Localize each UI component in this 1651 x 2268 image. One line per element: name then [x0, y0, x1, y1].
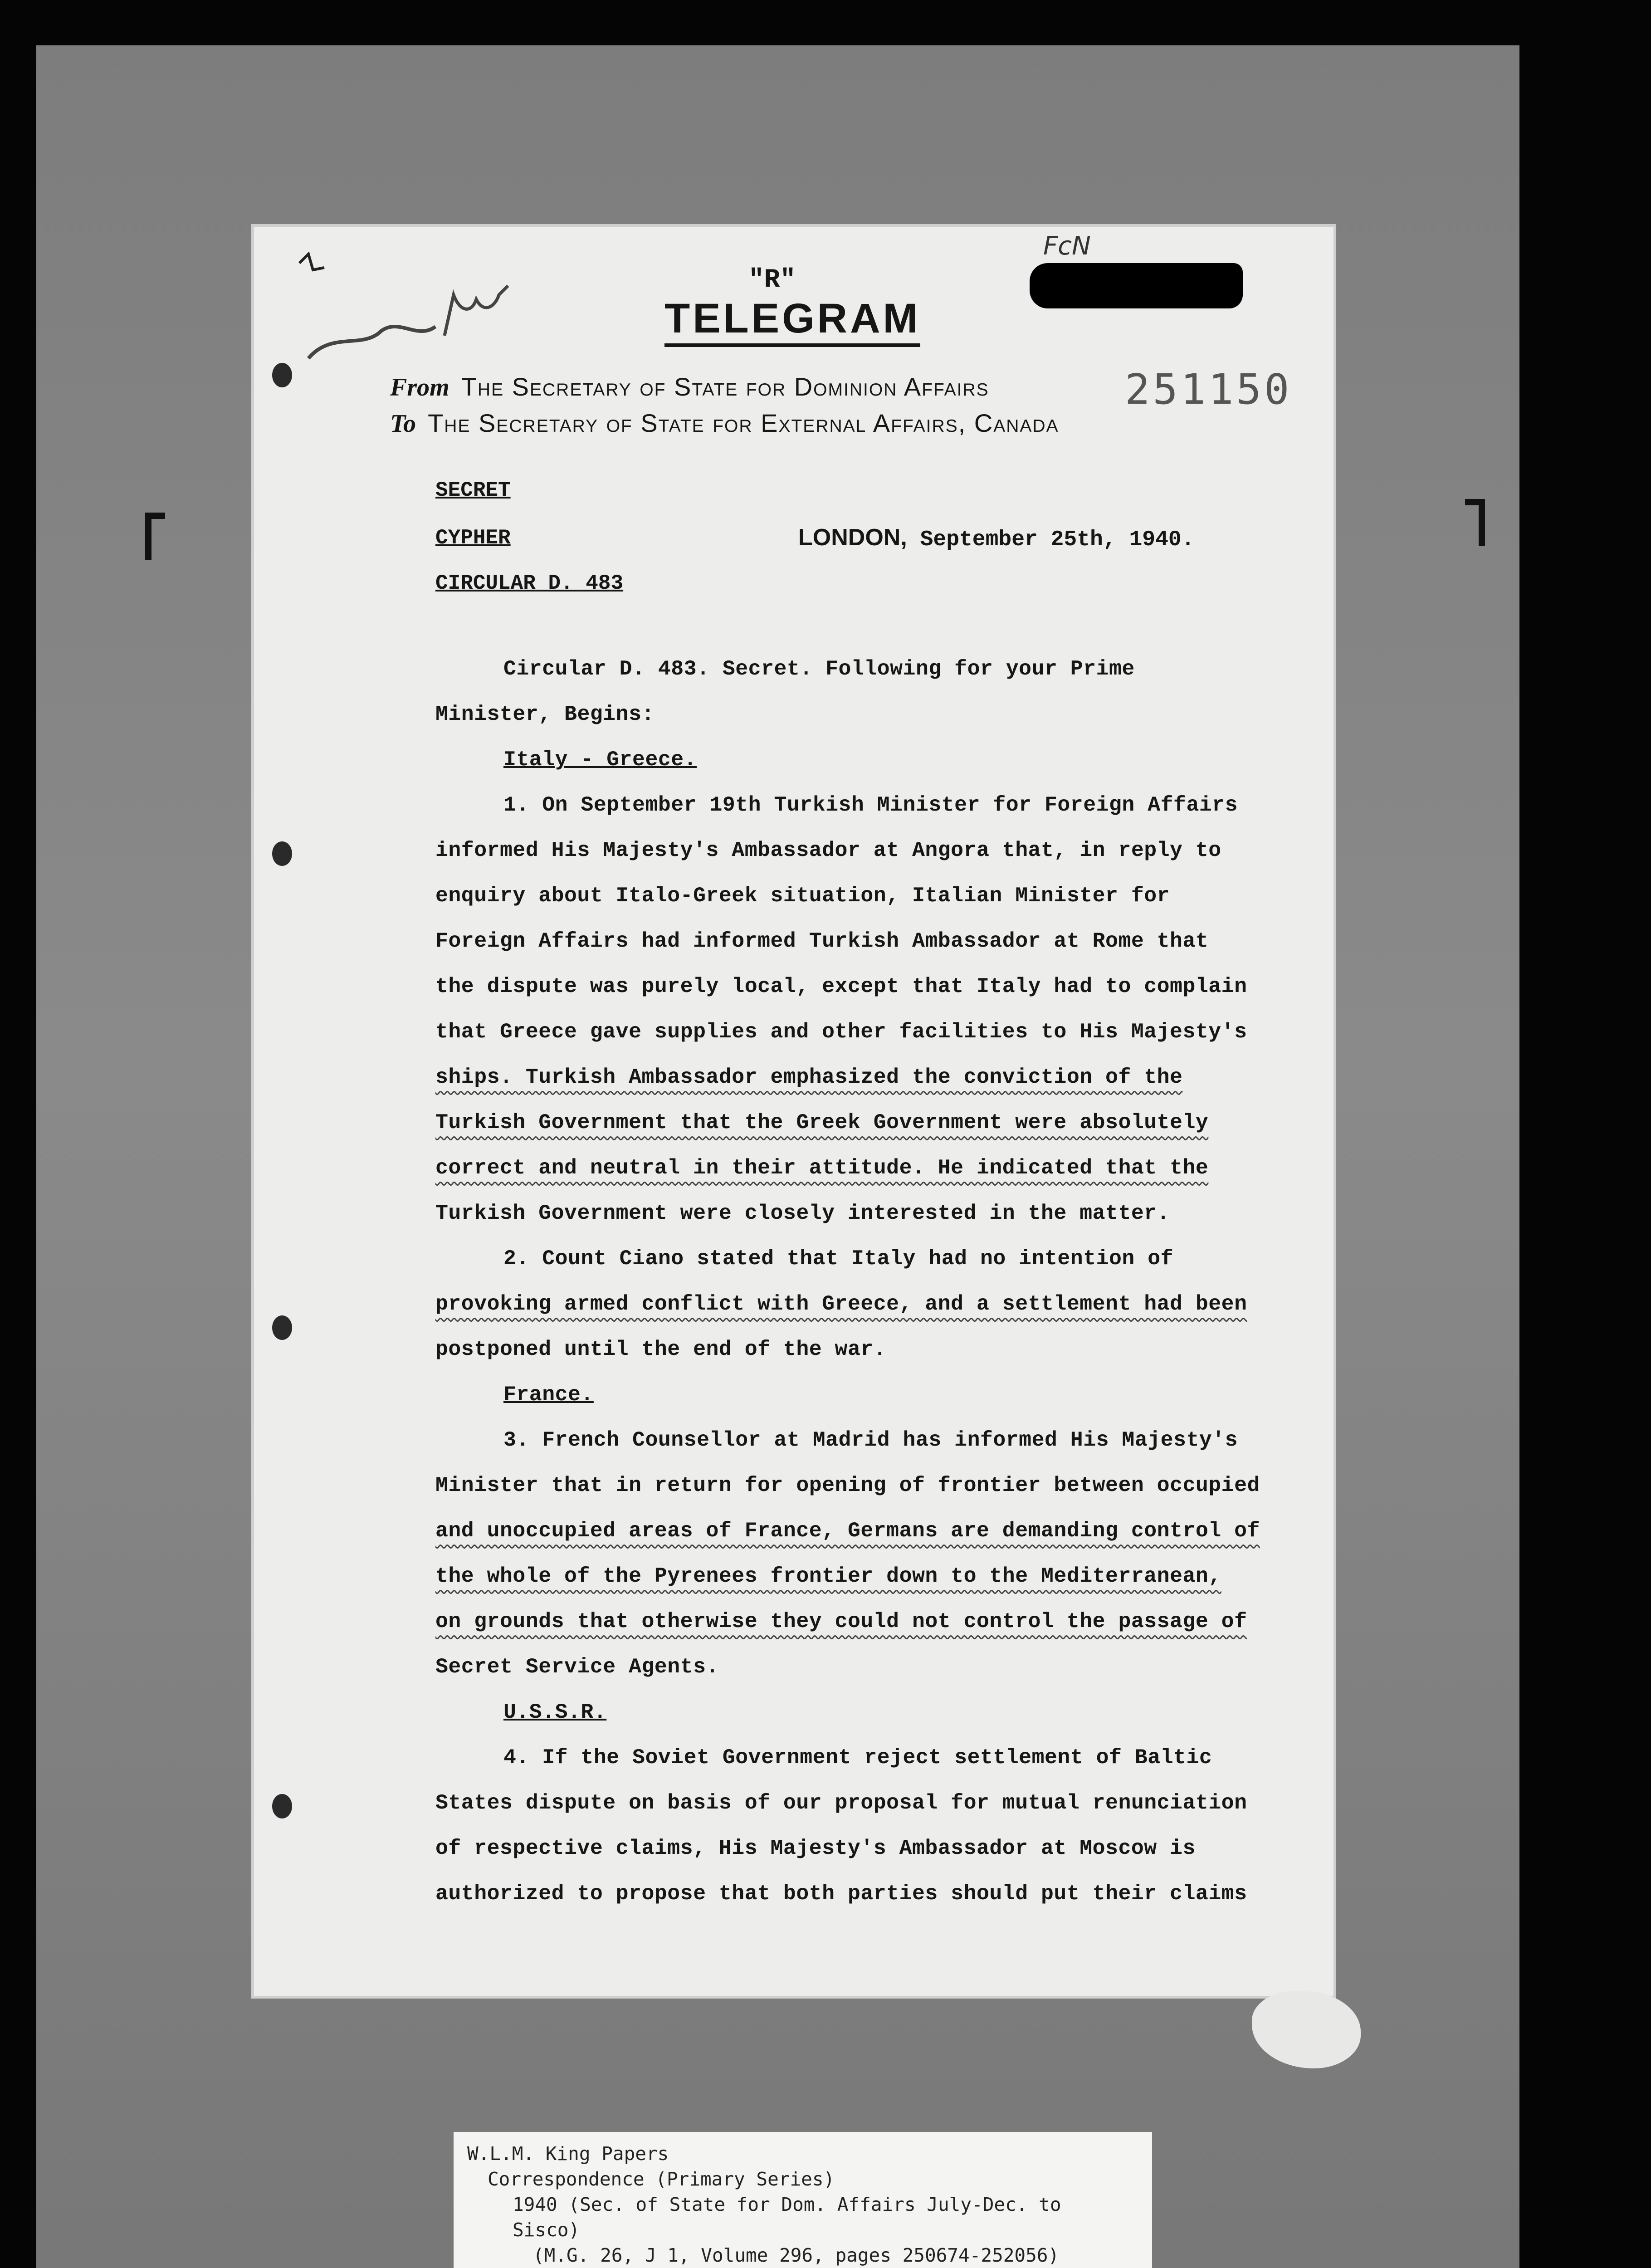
- body-line: Secret Service Agents.: [435, 1655, 719, 1679]
- telegram-title: TELEGRAM: [664, 295, 920, 347]
- reference-line: (M.G. 26, J 1, Volume 296, pages 250674-252056): [533, 2244, 1060, 2266]
- dateline-place: LONDON,: [798, 524, 907, 551]
- body-line: postponed until the end of the war.: [435, 1337, 887, 1361]
- body-line: ships. Turkish Ambassador emphasized the conviction of the: [435, 1065, 1183, 1089]
- body-line: provoking armed conflict with Greece, and a settlement had been: [435, 1292, 1247, 1316]
- body-line: authorized to propose that both parties should put their claims: [435, 1882, 1247, 1906]
- reference-line: Sisco): [513, 2219, 580, 2241]
- punch-hole-icon: [272, 1315, 292, 1340]
- reference-line: 1940 (Sec. of State for Dom. Affairs July-Dec. to: [513, 2194, 1061, 2215]
- reference-line: W.L.M. King Papers: [467, 2143, 669, 2165]
- section-heading-france: France.: [503, 1383, 594, 1407]
- redaction-block: [1030, 263, 1243, 308]
- section-heading-ussr: U.S.S.R.: [503, 1700, 607, 1724]
- classification-secret: SECRET: [435, 479, 511, 502]
- from-text: The Secretary of State for Dominion Affairs: [461, 372, 989, 401]
- body-line: States dispute on basis of our proposal for mutual renunciation: [435, 1791, 1247, 1815]
- body-line: 4. If the Soviet Government reject settlement of Baltic: [503, 1745, 1212, 1769]
- to-label: To: [390, 410, 416, 438]
- telegram-body: [435, 646, 1315, 1916]
- body-line: the whole of the Pyrenees frontier down to the Mediterranean,: [435, 1564, 1221, 1588]
- reference-line: Correspondence (Primary Series): [488, 2168, 835, 2190]
- punch-hole-icon: [272, 841, 292, 866]
- telegram-sheet: [254, 227, 1334, 1996]
- dateline-date: September 25th, 1940.: [920, 528, 1195, 552]
- handwritten-marks-icon: [281, 245, 599, 363]
- dateline: [798, 524, 1194, 552]
- body-line: of respective claims, His Majesty's Ambassador at Moscow is: [435, 1836, 1196, 1860]
- body-line: Foreign Affairs had informed Turkish Ambassador at Rome that: [435, 929, 1209, 953]
- to-text: The Secretary of State for External Affairs, Canada: [428, 409, 1059, 437]
- frame-corner-mark-right: [1465, 499, 1485, 546]
- route-from: [390, 372, 989, 402]
- body-line: Turkish Government that the Greek Government were absolutely: [435, 1110, 1209, 1134]
- classification-cypher: CYPHER: [435, 526, 511, 550]
- body-line: Minister that in return for opening of frontier between occupied: [435, 1473, 1260, 1497]
- margin-initials: FcN: [1043, 231, 1091, 261]
- route-to: [390, 408, 1059, 438]
- body-line: the dispute was purely local, except that Italy had to complain: [435, 974, 1247, 998]
- body-line: 3. French Counsellor at Madrid has informed His Majesty's: [503, 1428, 1238, 1452]
- punch-hole-icon: [272, 363, 292, 387]
- stamped-page-number: 251150: [1125, 365, 1292, 414]
- section-heading-italy-greece: Italy - Greece.: [503, 748, 697, 772]
- body-line: Minister, Begins:: [435, 702, 655, 726]
- body-line: enquiry about Italo-Greek situation, Italian Minister for: [435, 884, 1170, 908]
- reference-label: [454, 2132, 1152, 2268]
- punch-hole-icon: [272, 1794, 292, 1818]
- body-line: Turkish Government were closely interested in the matter.: [435, 1201, 1170, 1225]
- body-line: 2. Count Ciano stated that Italy had no intention of: [503, 1246, 1174, 1271]
- from-label: From: [390, 373, 449, 401]
- body-line: Circular D. 483. Secret. Following for your Prime: [503, 657, 1135, 681]
- body-line: 1. On September 19th Turkish Minister for Foreign Affairs: [503, 793, 1238, 817]
- body-line: and unoccupied areas of France, Germans are demanding control of: [435, 1519, 1260, 1543]
- body-line: correct and neutral in their attitude. He indicated that the: [435, 1156, 1209, 1180]
- classification-circular: CIRCULAR D. 483: [435, 572, 624, 595]
- body-line: on grounds that otherwise they could not control the passage of: [435, 1609, 1247, 1633]
- frame-corner-mark-left: [145, 513, 165, 560]
- r-mark: "R": [748, 265, 796, 295]
- body-line: informed His Majesty's Ambassador at Angora that, in reply to: [435, 838, 1221, 862]
- body-line: that Greece gave supplies and other facilities to His Majesty's: [435, 1020, 1247, 1044]
